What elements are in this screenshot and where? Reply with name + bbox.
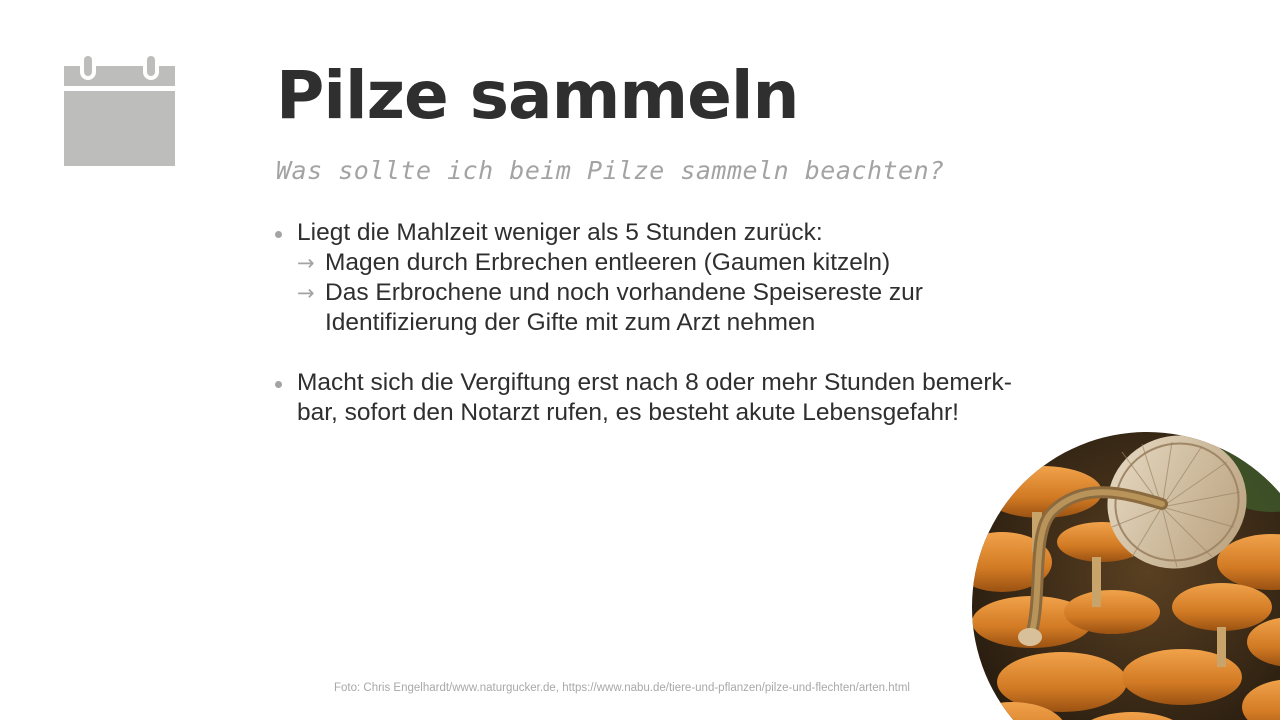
bullet-item-meal-time (272, 218, 1052, 338)
photo-credit: Foto: Chris Engelhardt/www.naturgucker.de, https://www.nabu.de/tiere-und-pflanzen/pilze-und-flechten/arten.html (334, 682, 910, 694)
sub-item-text: Magen durch Erbrechen entleeren (Gaumen kitzeln) (325, 249, 891, 276)
bullet-item-emergency (272, 368, 1052, 428)
arrow-right-icon: → (297, 281, 315, 305)
bullet-text-line2: bar, sofort den Notarzt rufen, es besteht akute Lebensgefahr! (297, 399, 959, 426)
bullet-dot-icon (275, 381, 282, 388)
bullet-text: Liegt die Mahlzeit weniger als 5 Stunden zurück: (297, 219, 823, 246)
bullet-list (272, 218, 1052, 428)
slide-subtitle: Was sollte ich beim Pilze sammeln beachten? (276, 156, 945, 185)
arrow-right-icon: → (297, 251, 315, 275)
slide-title: Pilze sammeln (276, 57, 799, 134)
calendar-icon (64, 54, 175, 166)
sub-item-text-line1: Das Erbrochene und noch vorhandene Speisereste zur (325, 279, 923, 306)
sub-item-text-line2: Identifizierung der Gifte mit zum Arzt nehmen (325, 309, 816, 336)
bullet-dot-icon (275, 231, 282, 238)
mushroom-photo (972, 432, 1280, 720)
bullet-text-line1: Macht sich die Vergiftung erst nach 8 oder mehr Stunden bemerk- (297, 369, 1012, 396)
sub-item-empty-stomach (297, 248, 1052, 278)
sub-item-take-to-doctor (297, 278, 1052, 338)
